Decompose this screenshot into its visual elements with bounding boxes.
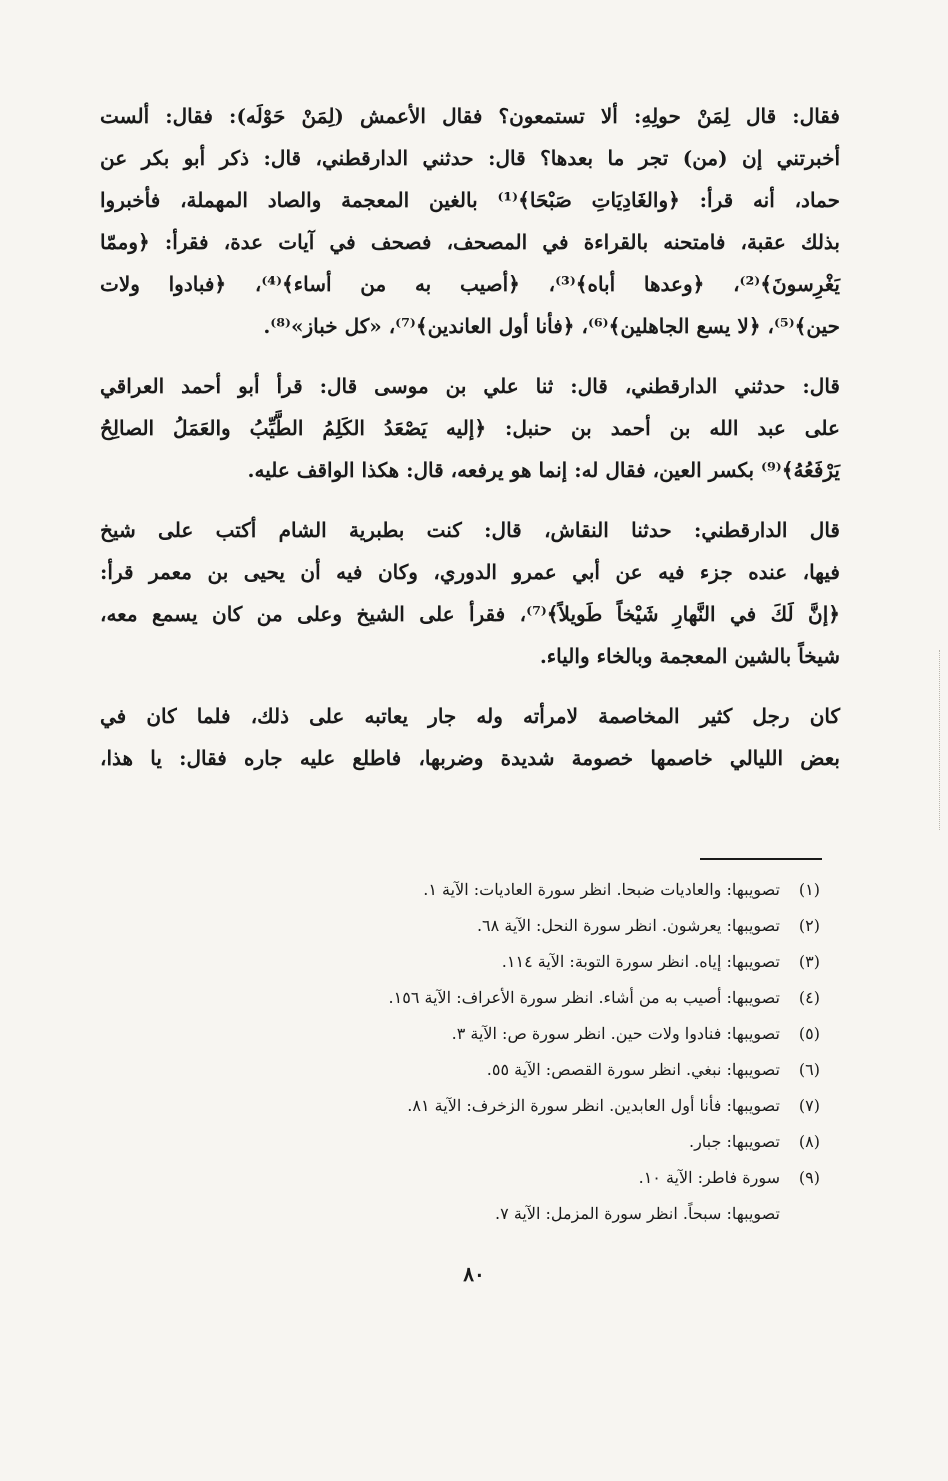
footnote-item xyxy=(200,1160,820,1196)
footnote-text: تصويبها: والعاديات ضبحا. انظر سورة العاديات: الآية ١. xyxy=(423,880,780,899)
text-line: كان رجل كثير المخاصمة لامرأته وله جار يعاتبه على ذلك، فلما كان في xyxy=(100,704,840,728)
text-line: بعض الليالي خاصمها خصومة شديدة وضربها، فاطلع عليه جاره فقال: يا هذا، xyxy=(100,746,840,770)
paragraph-4 xyxy=(100,695,840,779)
footnote-number: (٧) xyxy=(798,1096,820,1115)
text-line: حين﴾⁽⁵⁾، ﴿لا يسع الجاهلين﴾⁽⁶⁾، ﴿فأنا أول العاندين﴾⁽⁷⁾، «كل خباز»⁽⁸⁾. xyxy=(263,314,840,338)
main-text xyxy=(100,95,840,797)
footnote-text: تصويبها: يعرشون. انظر سورة النحل: الآية ٦٨. xyxy=(476,916,780,935)
footnote-item xyxy=(200,1052,820,1088)
footnote-number: (٩) xyxy=(798,1168,820,1187)
footnote-text: تصويبها: سبحاً. انظر سورة المزمل: الآية ٧. xyxy=(495,1204,780,1223)
footnote-text: سورة فاطر: الآية ١٠. xyxy=(638,1168,780,1187)
text-line: يَغْرِسونَ﴾⁽²⁾، ﴿وعدها أباه﴾⁽³⁾، ﴿أصيب به من أساء﴾⁽⁴⁾، ﴿فبادوا ولات xyxy=(100,272,840,296)
text-line: قال الدارقطني: حدثنا النقاش، قال: كنت بطبرية الشام أكتب على شيخ xyxy=(100,518,840,542)
text-line: بذلك عقبة، فامتحنه بالقراءة في المصحف، فصحف في آيات عدة، فقرأ: ﴿وممّا xyxy=(100,230,840,254)
text-line: فيها، عنده جزء فيه عن أبي عمرو الدوري، وكان فيه أن يحيى بن معمر قرأ: xyxy=(100,560,840,584)
footnote-number: (٦) xyxy=(798,1060,820,1079)
text-line: ﴿إنَّ لَكَ في النَّهارِ شَيْخاً طَويلاً﴾⁽⁷⁾، فقرأ على الشيخ وعلى من كان يسمع معه، xyxy=(100,602,840,626)
page-number: ٨٠ xyxy=(463,1262,485,1286)
footnote-text: تصويبها: نبغي. انظر سورة القصص: الآية ٥٥. xyxy=(486,1060,780,1079)
footnote-number: (٣) xyxy=(798,952,820,971)
footnote-text: تصويبها: جبار. xyxy=(688,1132,780,1151)
footnotes xyxy=(200,872,820,1232)
text-line: أخبرتني إن (من) تجر ما بعدها؟ قال: حدثني الدارقطني، قال: ذكر أبو بكر عن xyxy=(100,146,840,170)
paragraph-1 xyxy=(100,95,840,347)
text-line: قال: حدثني الدارقطني، قال: ثنا علي بن موسى قال: قرأ أبو أحمد العراقي xyxy=(100,374,840,398)
footnote-text: تصويبها: فأنا أول العابدين. انظر سورة الزخرف: الآية ٨١. xyxy=(407,1096,780,1115)
footnote-item xyxy=(200,908,820,944)
footnote-text: تصويبها: فنادوا ولات حين. انظر سورة ص: الآية ٣. xyxy=(451,1024,780,1043)
footnote-item xyxy=(200,1088,820,1124)
footnote-item xyxy=(200,1124,820,1160)
paragraph-3 xyxy=(100,509,840,677)
text-line: شيخاً بالشين المعجمة وبالخاء والياء. xyxy=(539,644,840,668)
margin-mark xyxy=(937,650,940,830)
footnote-text: تصويبها: إياه. انظر سورة التوبة: الآية ١١٤. xyxy=(501,952,780,971)
footnote-number: (٤) xyxy=(798,988,820,1007)
footnote-item xyxy=(200,944,820,980)
footnote-number: (٢) xyxy=(798,916,820,935)
footnote-item xyxy=(200,872,820,908)
paragraph-2 xyxy=(100,365,840,491)
text-line: فقال: قال لِمَنْ حولِهِ: ألا تستمعون؟ فقال الأعمش (لِمَنْ حَوْلَه): فقال: ألست xyxy=(100,104,840,128)
footnote-number: (٨) xyxy=(798,1132,820,1151)
footnote-item xyxy=(200,980,820,1016)
footnote-number: (١) xyxy=(798,880,820,899)
footnote-item xyxy=(200,1016,820,1052)
text-line: حماد، أنه قرأ: ﴿والغَادِيَاتِ صَبْحَا﴾⁽¹⁾ بالغين المعجمة والصاد المهملة، فأخبروا xyxy=(100,188,840,212)
footnote-divider xyxy=(700,858,822,860)
text-line: على عبد الله بن أحمد بن حنبل: ﴿إليه يَصْعَدُ الكَلِمُ الطَّيِّبُ والعَمَلُ الصالِحُ xyxy=(100,416,840,440)
text-line: يَرْفَعُهُ﴾⁽⁹⁾ بكسر العين، فقال له: إنما هو يرفعه، قال: هكذا الواقف عليه. xyxy=(247,458,840,482)
footnote-number: (٥) xyxy=(798,1024,820,1043)
footnote-item xyxy=(200,1196,820,1232)
footnote-text: تصويبها: أصيب به من أشاء. انظر سورة الأعراف: الآية ١٥٦. xyxy=(388,988,780,1007)
